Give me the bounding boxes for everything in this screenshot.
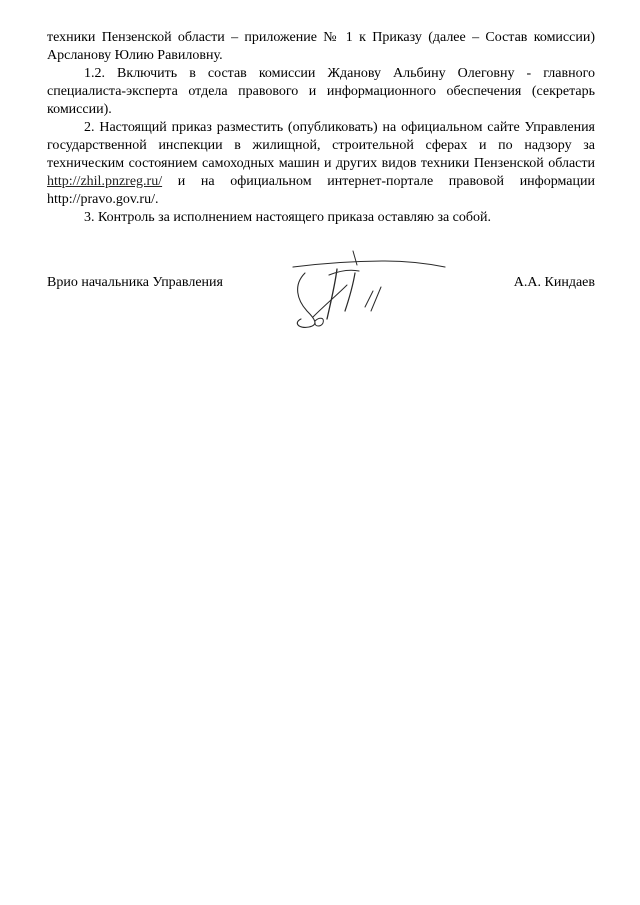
paragraph-item-2-text-start: 2. Настоящий приказ разместить (опубликовать) на официальном сайте Управления государственной инспекции в жилищной, строительной сферах и по надзору за техническим состоянием самоходных машин и других видов техники Пензенской области xyxy=(47,120,595,171)
handwritten-signature-icon xyxy=(285,245,455,335)
signatory-name: А.А. Киндаев xyxy=(513,275,595,290)
website-link[interactable]: http://zhil.pnzreg.ru/ xyxy=(47,174,163,189)
document-body xyxy=(47,29,595,227)
paragraph-item-1-2: 1.2. Включить в состав комиссии Жданову Альбину Олеговну - главного специалиста-эксперта отдела правового и информационного обеспечения (секретарь комиссии). xyxy=(47,66,595,117)
paragraph-continuation: техники Пензенской области – приложение № 1 к Приказу (далее – Состав комиссии) Арсланову Юлию Равиловну. xyxy=(47,30,595,63)
paragraph-item-3: 3. Контроль за исполнением настоящего приказа оставляю за собой. xyxy=(84,210,492,225)
paragraph-item-2 xyxy=(47,119,595,209)
signatory-position: Врио начальника Управления xyxy=(47,275,223,290)
paragraph-item-2-text-end: и на официальном интернет-портале правовой информации http://pravo.gov.ru/. xyxy=(47,174,595,207)
